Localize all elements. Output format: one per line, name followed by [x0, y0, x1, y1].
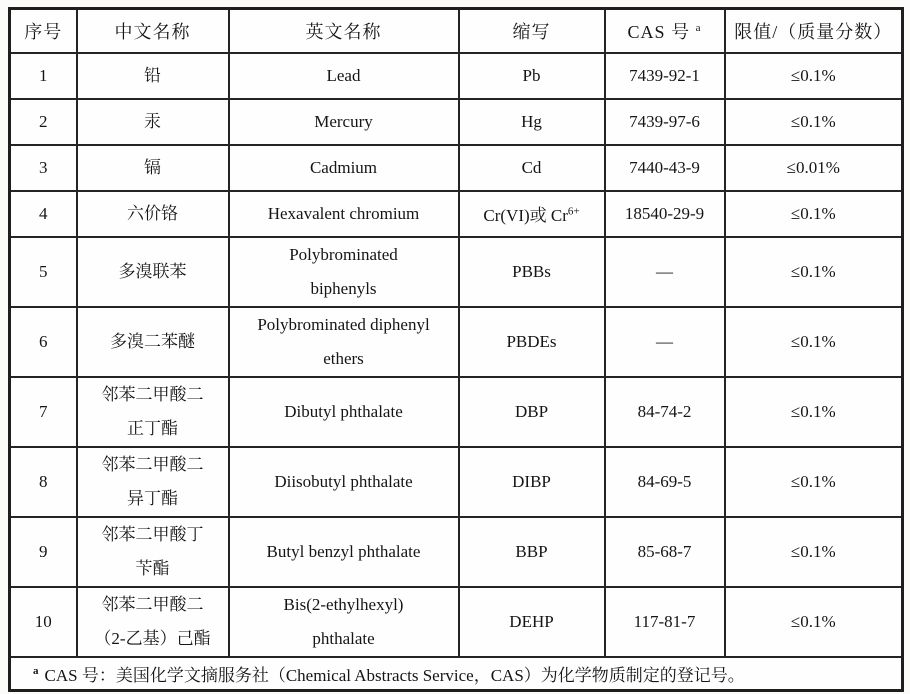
- cell-no: 5: [10, 237, 77, 307]
- table-row: [10, 517, 903, 587]
- cell-cn-name: 邻苯二甲酸二 正丁酯: [77, 377, 229, 447]
- column-header-no-label: 序号: [24, 21, 63, 42]
- cell-limit: ≤0.1%: [725, 517, 903, 587]
- cell-abbr: Hg: [459, 99, 605, 145]
- cell-abbr: PBBs: [459, 237, 605, 307]
- cell-abbr: BBP: [459, 517, 605, 587]
- cell-abbr: Cr(VI)或 $Cr^{6+}$: [459, 191, 605, 237]
- cell-cas: 7440-43-9: [605, 145, 725, 191]
- cell-cn-name: 多溴联苯: [77, 237, 229, 307]
- cell-limit: ≤0.1%: [725, 237, 903, 307]
- substances-table: [8, 7, 904, 692]
- column-header-no: [10, 9, 77, 53]
- column-header-cas: [605, 9, 725, 53]
- table-row: [10, 377, 903, 447]
- table-row: [10, 307, 903, 377]
- cell-en-name: Polybrominated diphenyl ethers: [229, 307, 459, 377]
- cell-cn-name: 邻苯二甲酸丁 苄酯: [77, 517, 229, 587]
- cell-limit: ≤0.1%: [725, 53, 903, 99]
- cas-footnote-marker: a: [695, 21, 702, 34]
- cell-no: 6: [10, 307, 77, 377]
- table-row: [10, 237, 903, 307]
- cell-en-name: Polybrominated biphenyls: [229, 237, 459, 307]
- column-header-en-name: [229, 9, 459, 53]
- cell-limit: ≤0.1%: [725, 99, 903, 145]
- cell-cn-name: 汞: [77, 99, 229, 145]
- column-header-cas-label: CAS 号: [627, 21, 691, 42]
- footnote-text: CAS 号：美国化学文摘服务社（Chemical Abstracts Service，CAS）为化学物质制定的登记号。: [44, 665, 745, 685]
- cell-no: 8: [10, 447, 77, 517]
- cell-no: 7: [10, 377, 77, 447]
- abbr-superscript: 6+: [567, 205, 580, 218]
- cell-en-name: Lead: [229, 53, 459, 99]
- table-row: [10, 53, 903, 99]
- cell-cn-name: 镉: [77, 145, 229, 191]
- cell-en-name: Cadmium: [229, 145, 459, 191]
- cell-en-name: Diisobutyl phthalate: [229, 447, 459, 517]
- column-header-cn-name: [77, 9, 229, 53]
- table-row: [10, 587, 903, 657]
- cell-abbr: PBDEs: [459, 307, 605, 377]
- substances-table-container: [8, 7, 904, 692]
- cell-limit: ≤0.1%: [725, 377, 903, 447]
- cell-cas: 84-74-2: [605, 377, 725, 447]
- column-header-abbr-label: 缩写: [512, 21, 551, 42]
- cell-abbr: DBP: [459, 377, 605, 447]
- footnote-marker: a: [33, 665, 39, 678]
- cell-en-name: Butyl benzyl phthalate: [229, 517, 459, 587]
- cell-limit: ≤0.1%: [725, 307, 903, 377]
- column-header-abbr: [459, 9, 605, 53]
- cell-abbr: DIBP: [459, 447, 605, 517]
- cell-cn-name: 邻苯二甲酸二 异丁酯: [77, 447, 229, 517]
- column-header-en-name-label: 英文名称: [305, 21, 382, 42]
- cell-cas: 7439-97-6: [605, 99, 725, 145]
- cell-limit: ≤0.1%: [725, 587, 903, 657]
- footnote-row: [10, 657, 903, 691]
- cell-cn-name: 六价铬: [77, 191, 229, 237]
- cell-no: 2: [10, 99, 77, 145]
- cell-cn-name: 多溴二苯醚: [77, 307, 229, 377]
- cell-cas: —: [605, 237, 725, 307]
- column-header-cn-name-label: 中文名称: [114, 21, 191, 42]
- cell-cn-name: 邻苯二甲酸二 （2-乙基）己酯: [77, 587, 229, 657]
- cell-no: 3: [10, 145, 77, 191]
- cell-en-name: Hexavalent chromium: [229, 191, 459, 237]
- cell-en-name: Mercury: [229, 99, 459, 145]
- cell-limit: ≤0.1%: [725, 447, 903, 517]
- cell-en-name: Dibutyl phthalate: [229, 377, 459, 447]
- cell-limit: ≤0.01%: [725, 145, 903, 191]
- cell-limit: ≤0.1%: [725, 191, 903, 237]
- cell-abbr: DEHP: [459, 587, 605, 657]
- table-row: [10, 145, 903, 191]
- cell-cas: 7439-92-1: [605, 53, 725, 99]
- cell-no: 10: [10, 587, 77, 657]
- table-row: [10, 191, 903, 237]
- cell-cn-name: 铅: [77, 53, 229, 99]
- cell-no: 9: [10, 517, 77, 587]
- cell-cas: —: [605, 307, 725, 377]
- cell-en-name: Bis(2-ethylhexyl) phthalate: [229, 587, 459, 657]
- cell-abbr: Pb: [459, 53, 605, 99]
- column-header-limit: [725, 9, 903, 53]
- cell-cas: 18540-29-9: [605, 191, 725, 237]
- cell-no: 4: [10, 191, 77, 237]
- column-header-limit-label: 限值/（质量分数）: [734, 21, 893, 42]
- table-footnote: [10, 657, 903, 691]
- cell-cas: 84-69-5: [605, 447, 725, 517]
- header-row: [10, 9, 903, 53]
- cell-no: 1: [10, 53, 77, 99]
- table-row: [10, 447, 903, 517]
- cell-cas: 85-68-7: [605, 517, 725, 587]
- cell-cas: 117-81-7: [605, 587, 725, 657]
- table-row: [10, 99, 903, 145]
- cell-abbr: Cd: [459, 145, 605, 191]
